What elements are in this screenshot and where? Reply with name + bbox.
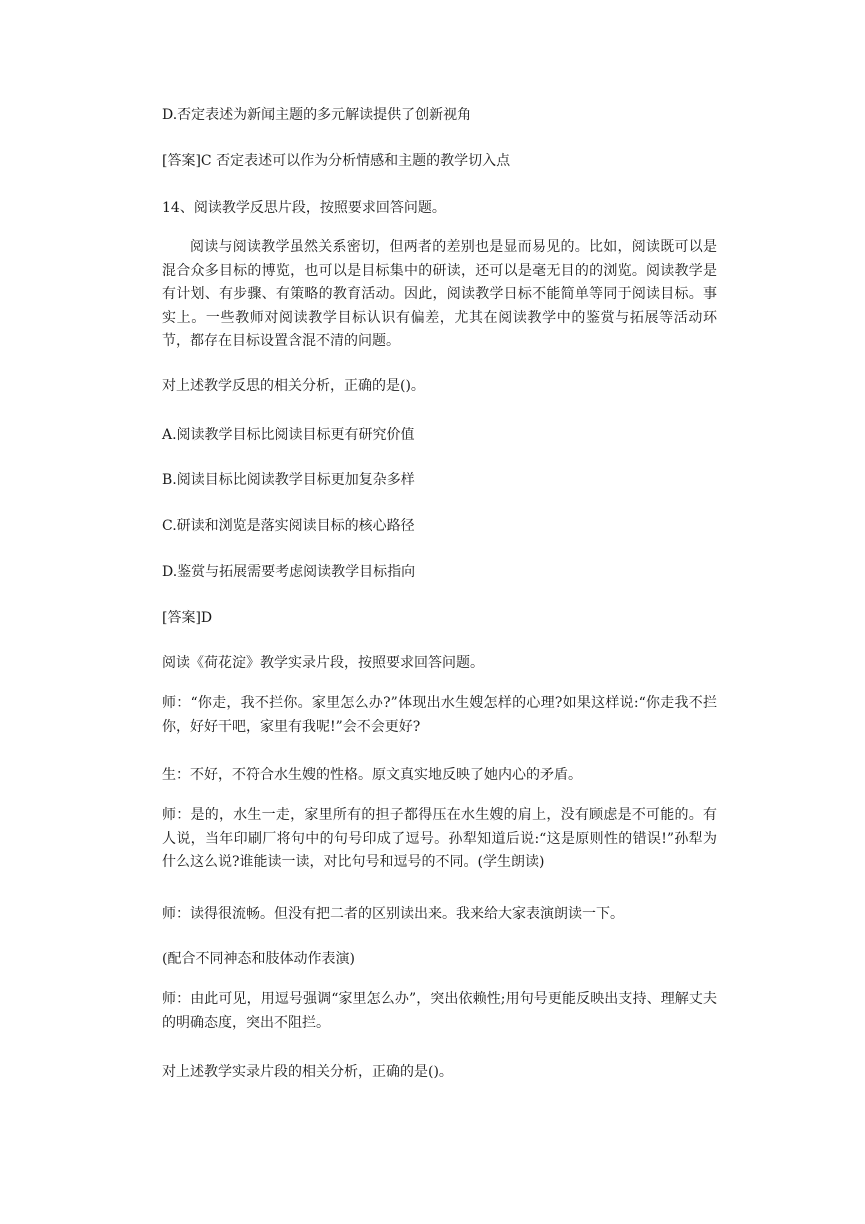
option-d: D.鉴赏与拓展需要考虑阅读教学目标指向 <box>162 564 416 580</box>
dialogue-teacher-3: 师：读得很流畅。但没有把二者的区别读出来。我来给大家表演朗读一下。 <box>162 906 624 922</box>
next-question-intro: 阅读《荷花淀》教学实录片段，按照要求回答问题。 <box>162 655 484 671</box>
question-prompt: 对上述教学反思的相关分析，正确的是()。 <box>162 378 425 394</box>
option-d-previous: D.否定表述为新闻主题的多元解读提供了创新视角 <box>162 107 472 123</box>
question-14-heading: 14、阅读教学反思片段，按照要求回答问题。 <box>162 200 446 216</box>
answer-previous: [答案]C 否定表述可以作为分析情感和主题的教学切入点 <box>162 153 511 169</box>
dialogue-teacher-4: 师：由此可见，用逗号强调“家里怎么办”，突出依赖性;用句号更能反映出支持、理解丈夫的明确态度，突出不阻拦。 <box>162 991 717 1031</box>
option-b: B.阅读目标比阅读教学目标更加复杂多样 <box>162 472 415 488</box>
dialogue-teacher-2: 师：是的，水生一走，家里所有的担子都得压在水生嫂的肩上，没有顾虑是不可能的。有人说，当年印刷厂将句中的句号印成了逗号。孙犁知道后说:“这是原则性的错误!”孙犁为什么这么说?谁能读一读，对比句号和逗号的不同。(学生朗读) <box>162 807 717 870</box>
option-a: A.阅读教学目标比阅读目标更有研究价值 <box>162 427 415 443</box>
stage-direction: (配合不同神态和肢体动作表演) <box>162 951 355 967</box>
reflection-paragraph: 阅读与阅读教学虽然关系密切，但两者的差别也是显而易见的。比如，阅读既可以是混合众多目标的博览，也可以是目标集中的研读，还可以是毫无目的的浏览。阅读教学是有计划、有步骤、有策略的教育活动。因此，阅读教学日标不能简单等同于阅读目标。事实上。一些教师对阅读教学目标认识有偏差，尤其在阅读教学中的鉴赏与拓展等活动环节，都存在目标设置含混不清的问题。 <box>162 239 717 349</box>
dialogue-student-1: 生：不好，不符合水生嫂的性格。原文真实地反映了她内心的矛盾。 <box>162 767 582 783</box>
answer: [答案]D <box>162 610 213 626</box>
final-prompt: 对上述教学实录片段的相关分析，正确的是()。 <box>162 1064 453 1080</box>
option-c: C.研读和浏览是落实阅读目标的核心路径 <box>162 518 415 534</box>
dialogue-teacher-1: 师：“你走，我不拦你。家里怎么办?”体现出水生嫂怎样的心理?如果这样说:“你走我不拦你，好好干吧，家里有我呢!”会不会更好? <box>162 695 717 735</box>
